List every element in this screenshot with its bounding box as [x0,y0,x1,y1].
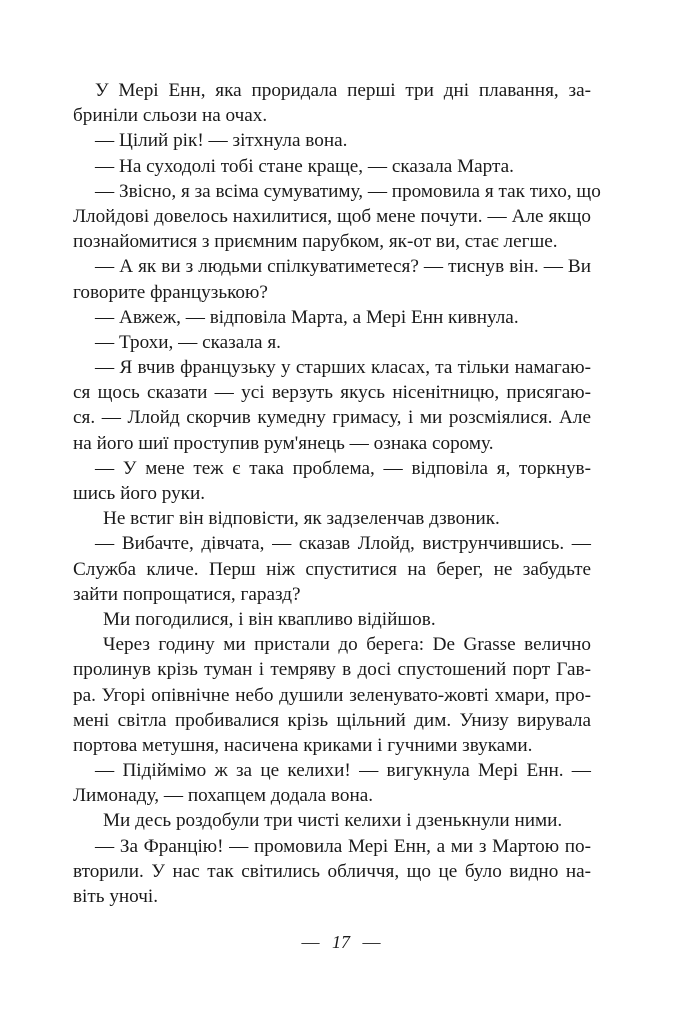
text-line: Через годину ми пристали до берега: De Grasse велично [103,634,591,656]
text-line: Ми погодилися, і він квапливо відійшов. [103,608,436,630]
text-line: ся щось сказати — усі верзуть якусь нісенітницю, присягаю- [73,382,591,404]
text-line: на його шиї проступив рум'янець — ознака сорому. [73,432,494,454]
page-body-text [73,78,601,909]
text-line: — На суходолі тобі стане краще, — сказала Марта. [95,155,514,177]
page-folio [0,932,682,953]
folio-dash-right: — [362,932,381,952]
text-line: — Цілий рік! — зітхнула вона. [95,130,348,152]
text-line: ра. Угорі опівнічне небо душили зеленувато-жовті хмари, про- [73,684,591,706]
text-line: вторили. У нас так світились обличчя, що це було видно на- [73,860,591,882]
text-line: — А як ви з людьми спілкуватиметеся? — тиснув він. — Ви [95,256,591,278]
text-line: мені світла пробивалися крізь щільний дим. Унизу вирувала [73,709,591,731]
text-line: У Мері Енн, яка проридала перші три дні плавання, за- [95,80,591,101]
text-line: — Вибачте, дівчата, — сказав Ллойд, виструнчившись. — [95,533,591,555]
text-line: — За Францію! — промовила Мері Енн, а ми з Мартою по- [95,835,591,857]
text-line: бриніли сльози на очах. [73,105,268,127]
page-number: 17 [332,932,350,952]
text-line: пролинув крізь туман і темряву в досі спустошений порт Гав- [73,659,591,681]
text-line: Лимонаду, — похапцем додала вона. [73,785,374,807]
text-line: — Я вчив французьку у старших класах, та тільки намагаю- [95,357,591,379]
folio-dash-left: — [301,932,320,952]
text-line: говорите французькою? [73,281,268,303]
text-line: ся. — Ллойд скорчив кумедну гримасу, і ми розсміялися. Але [73,407,591,429]
text-line: познайомитися з приємним парубком, як-от ви, стає легше. [73,231,558,253]
text-line: віть уночі. [73,886,159,907]
text-line: зайти попрощатися, гаразд? [73,583,301,605]
text-line: — Підіймімо ж за це келихи! — вигукнула Мері Енн. — [95,760,591,782]
text-line: — У мене теж є така проблема, — відповіла я, торкнув- [95,457,591,479]
text-line: — Звісно, я за всіма сумуватиму, — промовила я так тихо, що [95,180,601,202]
text-line: — Авжеж, — відповіла Марта, а Мері Енн кивнула. [95,306,519,328]
text-line: Ми десь роздобули три чисті келихи і дзенькнули ними. [103,810,563,832]
text-line: портова метушня, насичена криками і гучними звуками. [73,734,533,756]
text-line: — Трохи, — сказала я. [95,331,281,353]
text-line: Ллойдові довелось нахилитися, щоб мене почути. — Але якщо [73,205,591,227]
text-line: Служба кличе. Перш ніж спуститися на берег, не забудьте [73,558,591,580]
text-line: шись його руки. [73,483,206,504]
text-line: Не встиг він відповісти, як задзеленчав дзвоник. [103,508,500,530]
